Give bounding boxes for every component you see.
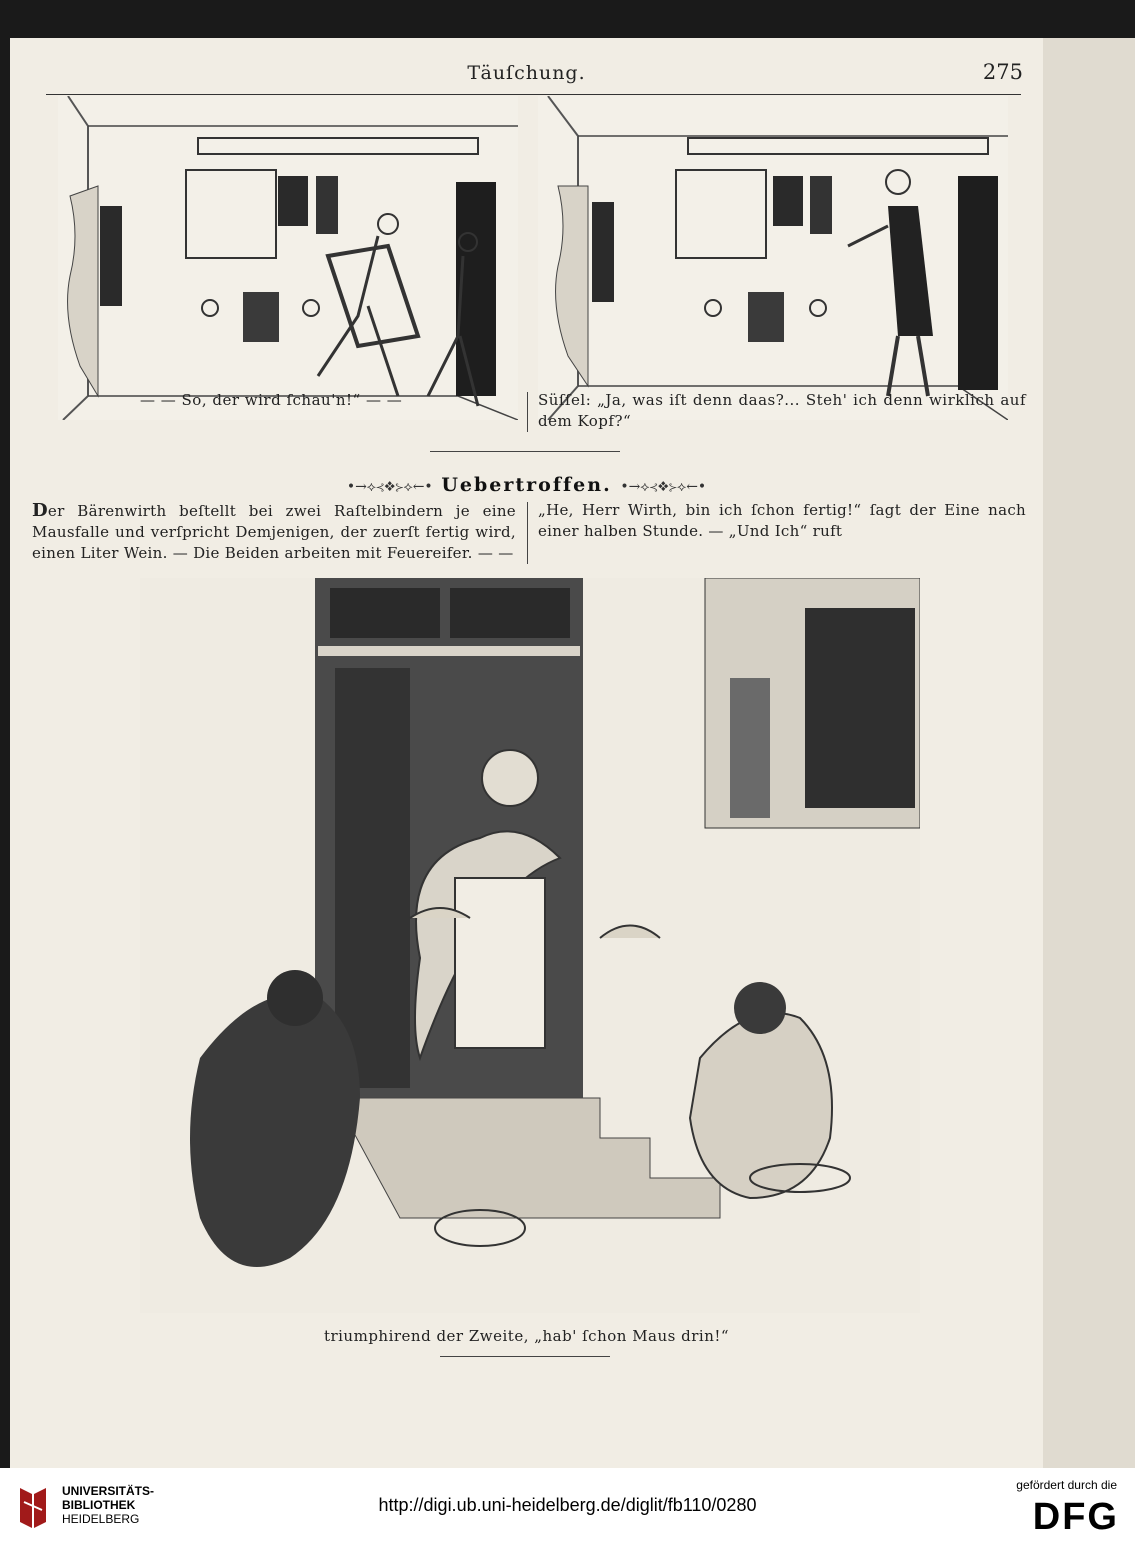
cartoon-right-illustration: [538, 96, 1008, 420]
cartoon-left-illustration: [58, 96, 518, 420]
main-illustration: [140, 578, 920, 1313]
drop-cap: D: [32, 500, 48, 521]
library-name-line-3: HEIDELBERG: [62, 1512, 140, 1526]
article-column-right: „He, Herr Wirth, bin ich ſchon fertig!“ ſagt der Eine nach einer halben Stunde. — „Und Ich“ ruft: [538, 501, 1026, 540]
main-illustration-art: [140, 578, 920, 1313]
article-title: Uebertroffen.: [441, 474, 612, 496]
heading-ornament-right: •→⟡⊰❖⊱⟡←•: [620, 479, 707, 495]
column-divider: [527, 502, 528, 564]
funding-note: gefördert durch die: [1016, 1478, 1117, 1492]
cartoon-right-caption: Süſſel: „Ja, was iſt denn daas?... Steh' ich denn wirklich auf dem Kopf?“: [538, 391, 1026, 430]
document-page: [10, 38, 1043, 1468]
header-divider: [46, 94, 1021, 95]
heading-ornament-left: •→⟡⊰❖⊱⟡←•: [346, 479, 433, 495]
cartoon-left-caption: — — So, der wird ſchau'n!“ — —: [140, 391, 403, 409]
library-name-line-2: BIBLIOTHEK: [62, 1498, 136, 1512]
cartoon-right-panel: [538, 96, 1008, 420]
illustration-caption: triumphirend der Zweite, „hab' ſchon Maus drin!“: [323, 1327, 730, 1345]
cartoon-left-panel: [58, 96, 518, 420]
dfg-logo: DFG: [1032, 1496, 1119, 1538]
page-number: 275: [982, 60, 1023, 84]
digital-library-url[interactable]: http://digi.ub.uni-heidelberg.de/diglit/fb110/0280: [378, 1495, 757, 1515]
caption-divider: [527, 392, 528, 432]
scan-page-edge: [1043, 38, 1135, 1468]
viewer-footer: [0, 1468, 1135, 1551]
page-header-title: Täuſchung.: [467, 62, 586, 84]
section-divider: [430, 451, 620, 452]
closing-divider: [440, 1356, 610, 1357]
library-name-line-1: UNIVERSITÄTS-: [62, 1484, 155, 1498]
article-heading: [10, 474, 1043, 496]
article-column-left-text: er Bärenwirth beſtellt bei zwei Raſtelbindern je eine Mausfalle und verſpricht Demjenigen, der zuerſt fertig wird, einen Liter Wein. — Die Beiden arbeiten mit Feuereifer. — —: [32, 502, 516, 562]
article-column-left: [32, 500, 516, 564]
